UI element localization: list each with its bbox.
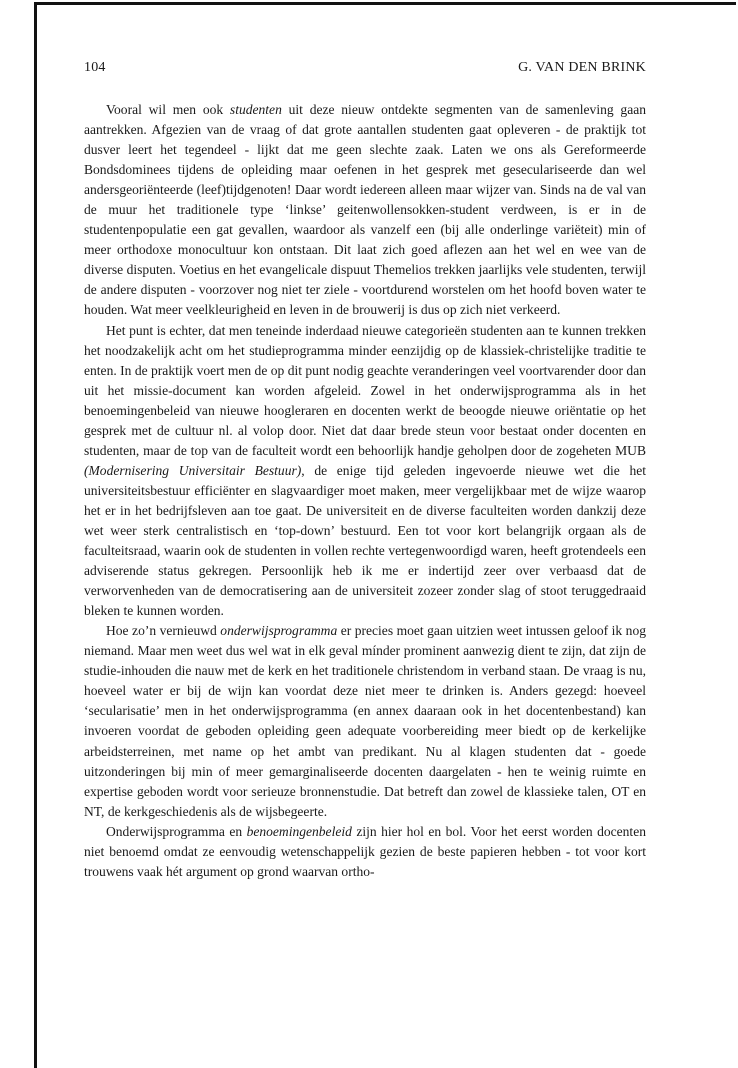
running-title: G. VAN DEN BRINK [518,60,646,75]
paragraph-1 [84,100,646,321]
text-segment: er precies moet gaan uitzien weet intussen geloof ik nog niemand. Maar men weet dus wel wat in elk geval mínder prominent aanwezig dient te zijn, dat zijn de studie-inhouden die nauw met de kerk en het traditionele christendom in verband staan. De vraag is nu, hoeveel water er bij de wijn kan voordat deze niet meer te drinken is. Anders gezegd: hoeveel ‘secularisatie’ men in het onderwijsprogramma (en annex daaraan ook in het docentenbestand) kan invoeren voordat de geboden opleiding geen adequate voorbereiding meer biedt op de kerkelijke arbeidsterreinen, met name op het ambt van predikant. Nu al klagen studenten dat - goede uitzonderingen bij min of meer gemarginaliseerde docenten daargelaten - hen te weinig ruimte en expertise geboden wordt voor serieuze bronnenstudie. Dat betreft dan zowel de klassieke talen, OT en NT, de kerkgeschiedenis als de wijsbegeerte. [84,623,646,819]
emphasis-onderwijsprogramma: onderwijsprogramma [220,623,338,639]
paragraph-3 [84,621,646,821]
paragraph-2 [84,321,646,622]
emphasis-benoemingenbeleid: benoemingenbeleid [246,823,352,839]
text-segment: uit deze nieuw ontdekte segmenten van de samenleving gaan aantrekken. Afgezien van de vraag of dat grote aantallen studenten gaat opleveren - de praktijk tot dusver leert het tegendeel - lijkt dat me geen slechte zaak. Laten we ons als Gereformeerde Bondsdominees tijdens de opleiding maar oefenen in het gesprek met geseculariseerde dan wel andersgeoriënteerde (leef)tijdgenoten! Daar wordt iedereen alleen maar wijzer van. Sinds na de val van de muur het traditionele type ‘linkse’ geitenwollensokken-student verdween, is er in de studentenpopulatie een gat gevallen, waardoor als vanzelf een (bij alle onderlinge variëteit) min of meer orthodoxe monocultuur kon ontstaan. Dit laat zich goed aflezen aan het wel en wee van de diverse disputen. Voetius en het evangelicale dispuut Themelios trekken jaarlijks vele studenten, terwijl de andere disputen - voorzover nog niet ter ziele - voortdurend worstelen om het hoofd boven water te houden. Wat meer veelkleurigheid en leven in de brouwerij is dus op zich niet verkeerd. [84,102,646,318]
paragraph-4 [84,822,646,882]
text-segment: Vooral wil men ook [106,102,230,117]
text-segment: Onderwijsprogramma en [106,823,247,839]
text-segment: , de enige tijd geleden ingevoerde nieuwe wet die het universiteitsbestuur efficiënter en slagvaardiger moet maken, meer vergelijkbaar met de wijze waarop het er in het bedrijfsleven aan toe gaat. De universiteit en de diverse faculteiten worden dankzij deze wet weer sterk centralistisch en ‘top-down’ bestuurd. Een tot voor kort belangrijk orgaan als de faculteitsraad, waarin ook de studenten in vollen rechte vertegenwoordigd waren, heeft grotendeels een adviserende status gekregen. Persoonlijk heb ik me er indertijd zeer over verbaasd dat de verworvenheden van de democratisering aan de universiteit zozeer zonder slag of stoot teruggedraaid bleken te kunnen worden. [84,462,646,619]
text-segment: Het punt is echter, dat men teneinde inderdaad nieuwe categorieën studenten aan te kunnen trekken het noodzakelijk acht om het studieprogramma minder eenzijdig op de klassiek-christelijke traditie te enten. In de praktijk voert men de op dit punt nodig geachte veranderingen veel voortvarender door dan uit het missie-document kan worden afgeleid. Zowel in het onderwijsprogramma als in het benoemingenbeleid van nieuwe hoogleraren en docenten werkt de beoogde nieuwe oriëntatie op het gesprek met de cultuur nl. al volop door. Niet dat daar brede steun voor bestaat onder docenten en studenten, maar de top van de faculteit wordt een behoorlijk handje geholpen door de zogeheten MUB [84,322,646,458]
text-segment: zijn hier hol en bol. Voor het eerst worden docenten niet benoemd omdat ze eenvoudig wetenschappelijk gezien de beste papieren hebben - tot voor kort trouwens vaak hét argument op grond waarvan ortho- [84,823,646,879]
emphasis-mub: (Modernisering Universitair Bestuur) [84,462,302,478]
emphasis-studenten: studenten [229,102,282,117]
body-text [84,100,646,882]
scan-border-top [36,2,736,5]
page-number: 104 [84,60,106,75]
running-head [84,60,646,76]
text-segment: Hoe zo’n vernieuwd [106,623,221,639]
scan-border-left [34,2,37,1068]
book-page [84,60,646,882]
